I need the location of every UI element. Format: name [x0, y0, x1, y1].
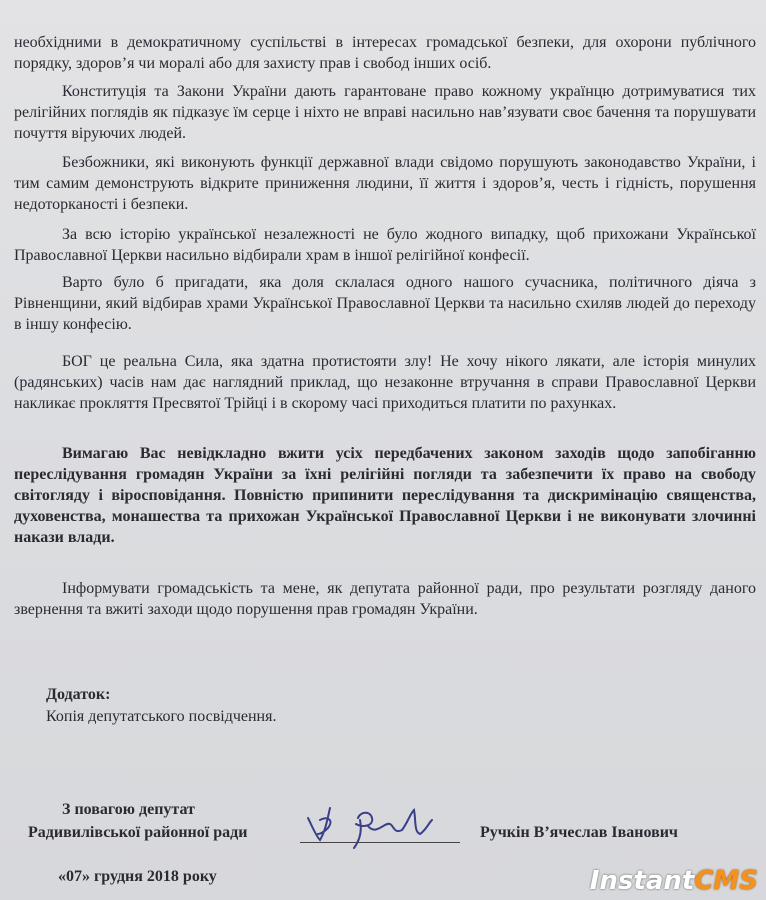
watermark	[590, 866, 758, 896]
paragraph-1: необхідними в демократичному суспільстві в інтересах громадської безпеки, для охорони публічного порядку, здоров’я чи моралі або для захисту прав і свобод інших осіб.	[14, 34, 756, 72]
paragraph-6: БОГ це реальна Сила, яка здатна протистояти злу! Не хочу нікого лякати, але історія минулих (радянських) часів нам дає наглядний приклад, що незаконне втручання в справи Православної Церкви накликає прокляття Пресвятої Трійці і в скорому часі приходиться платити по рахунках.	[14, 353, 756, 412]
watermark-part-1: Instant	[589, 866, 695, 896]
closing-line-1: З повагою депутат	[62, 801, 195, 818]
paragraph-2: Конституція та Закони України дають гарантоване право кожному українцю дотримуватися тих релігійних поглядів як підказує їм серце і ніхто не вправі насильно нав’язувати своє бачення та порушувати почуття віруючих людей.	[14, 83, 756, 142]
paragraph-7-demand: Вимагаю Вас невідкладно вжити усіх передбачених законом заходів щодо запобіганню переслідування громадян України за їхні релігійні погляди та забезпечити їх право на свободу світогляду і віросповідання. Повністю припинити переслідування та дискримінацію священства, духовенства, монашества та прихожан Української Православної Церкви і не виконувати злочинні накази влади.	[14, 445, 756, 546]
paragraph-4: За всю історію української незалежності не було жодного випадку, щоб прихожани Української Православної Церкви насильно відбирали храм в іншої релігійної конфесії.	[14, 226, 756, 264]
signer-name: Ручкін В’ячеслав Іванович	[480, 824, 678, 841]
closing-line-2: Радивилівської районної ради	[28, 824, 248, 841]
document-date: «07» грудня 2018 року	[58, 868, 217, 885]
attachment-heading: Додаток:	[46, 686, 111, 703]
paragraph-3: Безбожники, які виконують функції державної влади свідомо порушують законодавство України, і тим самим демонструють відкрите приниження людини, її життя і здоров’я, честь і гідність, порушення недоторканості і безпеки.	[14, 154, 756, 213]
attachment-item: Копія депутатського посвідчення.	[46, 708, 277, 725]
signature-line	[300, 842, 460, 843]
signature-mark	[298, 790, 468, 850]
paragraph-5: Варто було б пригадати, яка доля склалася одного нашого сучасника, політичного діяча з Рівненщини, який відбирав храми Української Православної Церкви та насильно схиляв людей до переходу в іншу конфесію.	[14, 274, 756, 333]
paragraph-8: Інформувати громадськість та мене, як депутата районної ради, про результати розгляду даного звернення та вжиті заходи щодо порушення прав громадян України.	[14, 580, 756, 618]
watermark-part-2: CMS	[694, 866, 758, 896]
